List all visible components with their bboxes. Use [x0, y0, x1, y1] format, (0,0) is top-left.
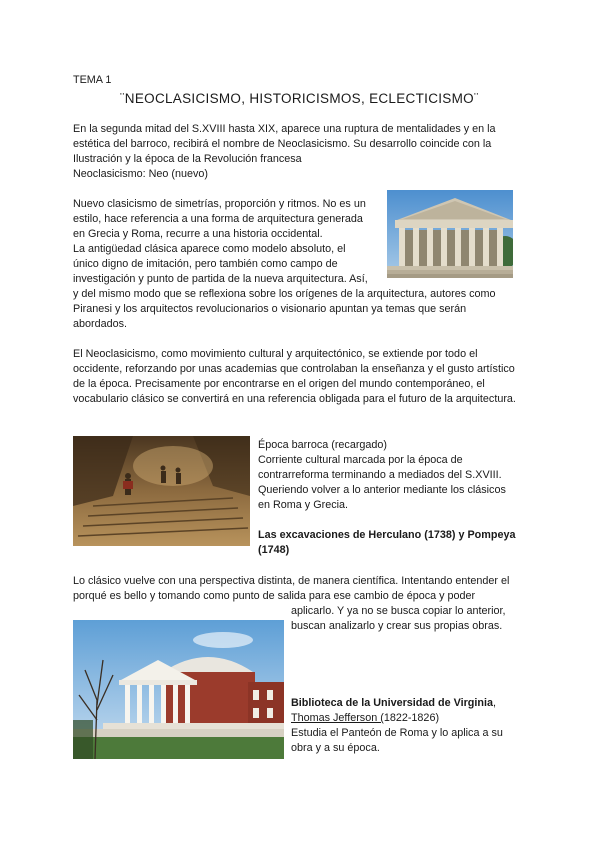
- excavations-heading: (1748): [258, 544, 290, 556]
- section4-line: Lo clásico vuelve con una perspectiva distinta, de manera científica. Intentando entender el: [73, 575, 510, 587]
- excavations-heading: Las excavaciones de Herculano (1738) y Pompeya: [258, 529, 516, 541]
- section2-line: de la época. Precisamente por encontrarse en el origen del mundo contemporáneo, el: [73, 378, 485, 390]
- section2-line: vocabulario clásico se convertirá en una referencia obligada para el futuro de la arquitectura.: [73, 393, 516, 405]
- library-caption-author: [291, 711, 439, 726]
- library-caption-desc: obra y a su época.: [291, 742, 380, 754]
- section1-line: Piranesi y los arquitectos revolucionarios o visionario apuntan ya temas que serán: [73, 303, 467, 315]
- section4-right-line: aplicarlo. Y ya no se busca copiar lo anterior,: [291, 605, 506, 617]
- tema-label: TEMA 1: [73, 74, 112, 86]
- section4-line: porqué es bello y tomando como punto de salida para ese cambio de época y poder: [73, 590, 476, 602]
- author-link[interactable]: Thomas Jefferson (: [291, 712, 384, 724]
- section3-line: Queriendo volver a lo anterior mediante los clásicos: [258, 484, 506, 496]
- section1-line: abordados.: [73, 318, 128, 330]
- intro-line: Ilustración y la época de la Revolución francesa: [73, 153, 302, 165]
- author-dates: 1822-1826): [383, 712, 440, 724]
- section3-line: Época barroca (recargado): [258, 439, 388, 451]
- excavation-painting-image: [73, 436, 250, 546]
- section1-line: Nuevo clasicismo de simetrías, proporción y ritmos. No es un: [73, 198, 366, 210]
- section3-line: en Roma y Grecia.: [258, 499, 349, 511]
- section1-line: único digno de imitación, pero también como campo de: [73, 258, 338, 270]
- library-caption-title: [291, 696, 496, 711]
- section4-right-line: buscan analizarlo y crear sus propias obras.: [291, 620, 503, 632]
- section3-line: Corriente cultural marcada por la época de: [258, 454, 463, 466]
- section1-line: en Grecia y Roma, recurre a una historia occidental.: [73, 228, 323, 240]
- madeleine-temple-image: [387, 190, 513, 278]
- intro-line: En la segunda mitad del S.XVIII hasta XIX, aparece una ruptura de mentalidades y en la: [73, 123, 496, 135]
- section1-line: y del mismo modo que se reflexiona sobre los orígenes de la arquitectura, autores como: [73, 288, 496, 300]
- section1-line: estilo, hace referencia a una forma de arquitectura generada: [73, 213, 363, 225]
- section2-line: occidente, reforzando por unas academias que controlaban la enseñanza y el gusto artístico: [73, 363, 515, 375]
- page-title: ¨NEOCLASICISMO, HISTORICISMOS, ECLECTICISMO¨: [120, 91, 479, 106]
- section1-line: La antigüedad clásica aparece como modelo absoluto, el: [73, 243, 346, 255]
- virginia-library-image: [73, 620, 284, 759]
- section3-line: contrarreforma terminando a mediados del S.XVIII.: [258, 469, 502, 481]
- library-caption-name: Biblioteca de la Universidad de Virginia: [291, 697, 494, 709]
- intro-line: Neoclasicismo: Neo (nuevo): [73, 168, 209, 180]
- library-caption-desc: Estudia el Panteón de Roma y lo aplica a su: [291, 727, 503, 739]
- section2-line: El Neoclasicismo, como movimiento cultural y arquitectónico, se extiende por todo el: [73, 348, 478, 360]
- library-caption-comma: ,: [493, 697, 497, 709]
- section1-line: investigación y punto de partida de la nueva arquitectura. Así,: [73, 273, 368, 285]
- intro-line: estética del barroco, recibirá el nombre de Neoclasicismo. Su desarrollo coincide con la: [73, 138, 492, 150]
